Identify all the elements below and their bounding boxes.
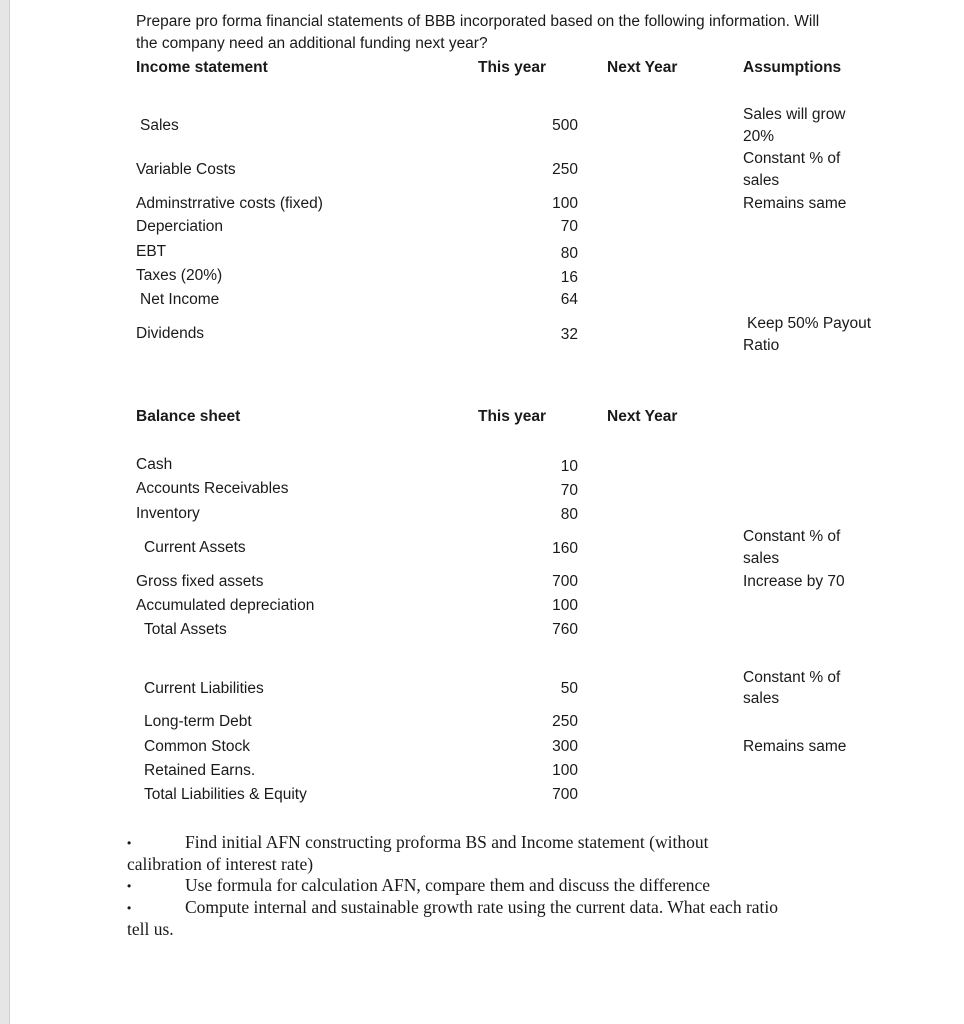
bs-value-accumulated-depreciation: 100 — [552, 597, 578, 614]
bs-label-current-liabilities: Current Liabilities — [144, 680, 264, 697]
bs-value-total-liabilities-equity: 700 — [552, 786, 578, 803]
bs-label-total-liabilities-equity: Total Liabilities & Equity — [144, 786, 307, 803]
income-value-variable-costs: 250 — [552, 161, 578, 178]
bs-label-total-assets: Total Assets — [144, 621, 227, 638]
balance-this-year-header: This year — [478, 408, 547, 425]
task-3-line-1: Compute internal and sustainable growth rate using the current data. What each ratio — [185, 897, 779, 917]
income-label-ebt: EBT — [136, 243, 167, 260]
bs-label-inventory: Inventory — [136, 505, 200, 522]
bs-value-total-assets: 760 — [552, 621, 578, 638]
income-label-taxes: Taxes (20%) — [136, 267, 223, 284]
income-statement-title: Income statement — [136, 59, 268, 76]
bs-value-common-stock: 300 — [552, 738, 578, 755]
task-1-line-1: Find initial AFN constructing proforma BS and Income statement (without — [185, 832, 709, 852]
income-label-admin-costs: Adminstrrative costs (fixed) — [136, 195, 323, 212]
bs-value-current-liabilities: 50 — [560, 680, 578, 697]
bs-assumption-current-liabilities-2: sales — [743, 690, 780, 707]
income-label-depreciation: Deperciation — [136, 218, 224, 235]
task-3-bullet: • — [127, 901, 132, 915]
income-assumption-variable-2: sales — [743, 172, 780, 189]
income-value-sales: 500 — [552, 117, 578, 134]
bs-value-gross-fixed-assets: 700 — [552, 573, 578, 590]
income-assumption-sales-1: Sales will grow — [743, 106, 846, 123]
bs-label-receivables: Accounts Receivables — [136, 480, 289, 497]
income-assumption-admin: Remains same — [743, 195, 847, 212]
income-assumption-dividends-1: Keep 50% Payout — [747, 315, 872, 332]
task-1-bullet: • — [127, 836, 132, 850]
bs-label-gross-fixed-assets: Gross fixed assets — [136, 573, 264, 590]
income-assumption-variable-1: Constant % of — [743, 150, 841, 167]
bs-label-long-term-debt: Long-term Debt — [144, 713, 252, 730]
income-assumption-dividends-2: Ratio — [743, 337, 780, 354]
bs-label-common-stock: Common Stock — [144, 738, 250, 755]
income-label-net-income: Net Income — [140, 291, 220, 308]
bs-value-cash: 10 — [560, 458, 578, 475]
income-assumption-sales-2: 20% — [743, 128, 775, 145]
balance-sheet-title: Balance sheet — [136, 408, 241, 425]
income-label-dividends: Dividends — [136, 325, 205, 342]
income-next-year-header: Next Year — [607, 59, 678, 76]
assumptions-header: Assumptions — [743, 59, 842, 76]
task-3-line-2: tell us. — [127, 919, 174, 939]
income-label-sales: Sales — [140, 117, 179, 134]
bs-value-inventory: 80 — [560, 506, 578, 523]
bs-assumption-gross-fixed-assets: Increase by 70 — [743, 573, 845, 590]
bs-value-retained-earnings: 100 — [552, 762, 578, 779]
bs-assumption-common-stock: Remains same — [743, 738, 847, 755]
income-this-year-header: This year — [478, 59, 547, 76]
bs-value-long-term-debt: 250 — [552, 713, 578, 730]
bs-value-receivables: 70 — [560, 482, 578, 499]
balance-next-year-header: Next Year — [607, 408, 678, 425]
intro-line-2: the company need an additional funding next year? — [136, 35, 488, 52]
page-left-edge-line — [9, 0, 10, 1024]
income-value-admin-costs: 100 — [552, 195, 578, 212]
income-value-depreciation: 70 — [560, 218, 578, 235]
bs-assumption-current-assets-2: sales — [743, 550, 780, 567]
income-value-taxes: 16 — [560, 269, 578, 286]
bs-label-current-assets: Current Assets — [144, 539, 246, 556]
income-value-dividends: 32 — [560, 326, 578, 343]
task-2-line: Use formula for calculation AFN, compare them and discuss the difference — [185, 875, 710, 895]
bs-assumption-current-assets-1: Constant % of — [743, 528, 841, 545]
income-value-net-income: 64 — [560, 291, 578, 308]
intro-line-1: Prepare pro forma financial statements of BBB incorporated based on the following information. Will — [136, 13, 820, 30]
bs-label-accumulated-depreciation: Accumulated depreciation — [136, 597, 315, 614]
bs-label-retained-earnings: Retained Earns. — [144, 762, 256, 779]
income-value-ebt: 80 — [560, 245, 578, 262]
bs-value-current-assets: 160 — [552, 540, 578, 557]
task-1-line-2: calibration of interest rate) — [127, 854, 314, 874]
income-label-variable-costs: Variable Costs — [136, 161, 236, 178]
page-left-edge — [0, 0, 9, 1024]
task-2-bullet: • — [127, 879, 132, 893]
bs-label-cash: Cash — [136, 456, 173, 473]
bs-assumption-current-liabilities-1: Constant % of — [743, 669, 841, 686]
